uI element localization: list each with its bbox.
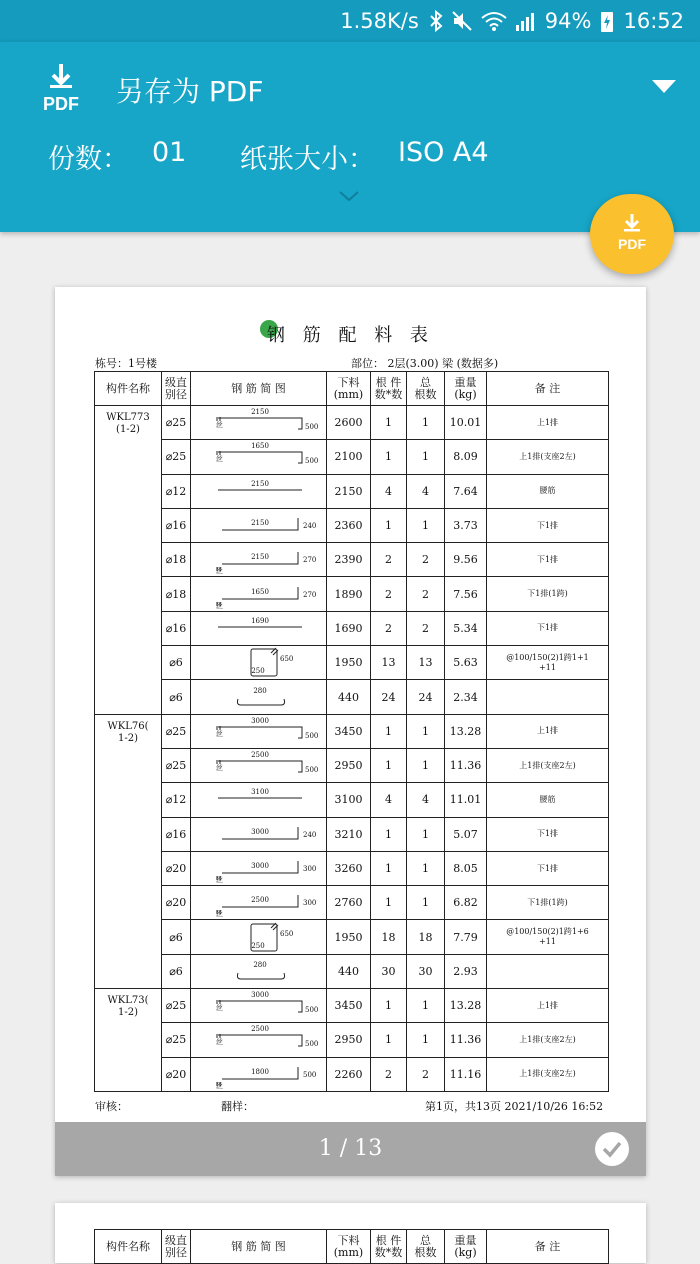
rebar-shape-cell [191,406,327,440]
weight: 6.82 [445,886,487,920]
rebar-shape-diagram [194,440,324,470]
rebar-grade: ⌀16 [162,817,191,851]
bend-mark: 丝 [215,567,223,576]
column-header: 钢 筋 简 图 [191,372,327,406]
rebar-shape-diagram [194,749,324,779]
column-header: 级直 别径 [162,372,191,406]
total-count: 30 [407,954,445,988]
shape-length-label: 3100 [250,788,269,797]
page-selected-check-icon[interactable] [595,1132,629,1166]
shape-length-label: 1800 [250,1067,269,1076]
shape-hook-label: 500 [304,423,318,432]
remark: 上1排 [487,406,609,440]
rebar-shape-diagram [194,783,324,813]
column-header: 下料 (mm) [327,1230,371,1264]
piece-count: 1 [371,714,407,748]
piece-count: 1 [371,886,407,920]
weight: 11.16 [445,1057,487,1091]
piece-count: 1 [371,851,407,885]
rebar-shape-cell [191,577,327,611]
weight: 10.01 [445,406,487,440]
piece-count: 1 [371,989,407,1023]
bend-mark: 丝 [215,1004,223,1013]
remark: 下1排 [487,543,609,577]
column-header: 下料 (mm) [327,372,371,406]
total-count: 2 [407,577,445,611]
shape-length-label: 2150 [250,408,269,417]
piece-count: 24 [371,680,407,714]
cut-length: 2760 [327,886,371,920]
rebar-shape-cell [191,646,327,680]
table-header-row [95,372,609,406]
stirrup-width-label: 250 [250,941,265,950]
location-label: 部位： 2层(3.00) 梁 (数据多) [351,357,499,370]
table-row [95,543,609,577]
total-count: 4 [407,474,445,508]
rebar-grade: ⌀20 [162,1057,191,1091]
column-header: 级直 别径 [162,1230,191,1264]
total-count: 1 [407,406,445,440]
rebar-shape-diagram [194,509,324,539]
shape-length-label: 280 [252,686,267,695]
shape-length-label: 1650 [250,587,269,596]
member-name: WKL773 (1-2) [95,406,162,715]
weight: 5.07 [445,817,487,851]
cut-length: 1690 [327,611,371,645]
shape-hook-label: 500 [304,731,318,740]
column-header: 根 件 数*数 [371,1230,407,1264]
rebar-shape-cell [191,817,327,851]
fab-pdf-text: PDF [618,236,646,252]
rebar-shape-diagram [194,646,324,676]
remark: 腰筋 [487,783,609,817]
rebar-grade: ⌀25 [162,440,191,474]
signal-icon [515,11,535,31]
column-header: 根 件 数*数 [371,372,407,406]
piece-count: 1 [371,1023,407,1057]
column-header: 构件名称 [95,1230,162,1264]
shape-length-label: 2150 [250,553,269,562]
shape-length-label: 2500 [250,751,269,760]
table-row [95,577,609,611]
rebar-grade: ⌀6 [162,680,191,714]
paper-size-select[interactable]: ISO A4 [398,137,489,168]
piece-count: 1 [371,406,407,440]
rebar-grade: ⌀16 [162,508,191,542]
bend-mark: 丝 [215,910,223,919]
shape-hook-label: 500 [304,457,318,466]
cut-length: 3450 [327,714,371,748]
rebar-shape-diagram [194,475,324,505]
remark: 上1排(支座2左) [487,1057,609,1091]
table-row [95,440,609,474]
remark: 下1排(1跨) [487,886,609,920]
weight: 5.63 [445,646,487,680]
remark [487,954,609,988]
cut-length: 2100 [327,440,371,474]
copies-input[interactable]: 01 [152,137,187,168]
rebar-shape-diagram [194,886,324,919]
table-row [95,714,609,748]
remark: 上1排(支座2左) [487,1023,609,1057]
paper-size-label: 纸张大小： [240,144,375,175]
shape-hook-label: 300 [302,899,316,908]
cut-length: 1950 [327,646,371,680]
total-count: 2 [407,611,445,645]
rebar-grade: ⌀6 [162,954,191,988]
stirrup-height-label: 650 [279,655,293,664]
remark: 上1排(支座2左) [487,748,609,782]
total-count: 1 [407,440,445,474]
rebar-shape-cell [191,474,327,508]
rebar-grade: ⌀20 [162,886,191,920]
remark: 下1排 [487,611,609,645]
page-preview-2[interactable] [55,1203,646,1263]
shape-hook-label: 500 [302,1070,316,1079]
page-preview[interactable] [55,287,646,1176]
rebar-grade: ⌀6 [162,920,191,954]
total-count: 1 [407,1023,445,1057]
mute-icon [451,10,473,32]
rebar-shape-diagram [194,612,324,642]
total-count: 24 [407,680,445,714]
total-count: 1 [407,851,445,885]
weight: 11.36 [445,1023,487,1057]
table-header-row [95,1230,609,1264]
weight: 3.73 [445,508,487,542]
column-header: 总 根数 [407,372,445,406]
chevron-down-icon[interactable] [652,80,676,93]
weight: 8.05 [445,851,487,885]
rebar-grade: ⌀25 [162,989,191,1023]
cut-length: 3260 [327,851,371,885]
cut-length: 2360 [327,508,371,542]
rebar-shape-cell [191,783,327,817]
weight: 11.01 [445,783,487,817]
print-options-header [0,42,700,232]
bend-mark: 丝 [215,729,223,738]
bend-mark: 丝 [215,764,223,773]
piece-count: 1 [371,748,407,782]
shape-length-label: 3000 [250,827,269,836]
shape-hook-label: 240 [302,522,316,531]
piece-count: 4 [371,783,407,817]
weight: 2.34 [445,680,487,714]
total-count: 1 [407,989,445,1023]
remark: 上1排 [487,989,609,1023]
column-header: 钢 筋 简 图 [191,1230,327,1264]
total-count: 1 [407,748,445,782]
shape-length-label: 1650 [250,442,269,451]
weight: 5.34 [445,611,487,645]
total-count: 13 [407,646,445,680]
piece-count: 2 [371,577,407,611]
column-header: 总 根数 [407,1230,445,1264]
rebar-shape-diagram [194,578,324,608]
cut-length: 1890 [327,577,371,611]
table-row [95,1057,609,1091]
cut-length: 2390 [327,543,371,577]
shape-hook-label: 500 [304,1040,318,1049]
piece-count: 2 [371,1057,407,1091]
rebar-shape-cell [191,886,327,920]
total-count: 2 [407,543,445,577]
page-footer-bar [55,1122,646,1176]
remark: @100/150(2)1跨1+1 +11 [487,646,609,680]
rebar-shape-diagram [194,543,324,576]
rebar-shape-diagram [194,1058,324,1088]
rebar-grade: ⌀18 [162,543,191,577]
rebar-shape-cell [191,1023,327,1057]
rebar-shape-cell [191,543,327,577]
shape-length-label: 3000 [250,862,269,870]
column-header: 重量 (kg) [445,1230,487,1264]
weight: 2.93 [445,954,487,988]
rebar-grade: ⌀25 [162,748,191,782]
piece-count: 18 [371,920,407,954]
review-label: 审核： [95,1100,128,1113]
cut-length: 440 [327,954,371,988]
table-row [95,474,609,508]
clock: 16:52 [623,9,684,33]
total-count: 1 [407,886,445,920]
status-bar [0,0,700,42]
table-row [95,851,609,885]
building-label: 栋号：1号楼 [95,357,157,370]
rebar-grade: ⌀25 [162,406,191,440]
cut-length: 440 [327,680,371,714]
rebar-table-2 [94,1229,609,1264]
cut-length: 2260 [327,1057,371,1091]
remark: 下1排 [487,817,609,851]
pdf-text: PDF [43,94,79,114]
expand-options-icon[interactable] [337,188,361,204]
rebar-shape-cell [191,920,327,954]
weight: 7.64 [445,474,487,508]
battery-percent: 94% [544,9,592,33]
rebar-shape-diagram [194,406,324,436]
remark: @100/150(2)1跨1+6 +11 [487,920,609,954]
cut-length: 2600 [327,406,371,440]
rebar-shape-cell [191,989,327,1023]
bend-mark: 丝 [215,421,223,430]
shape-hook-label: 500 [304,766,318,775]
network-speed: 1.58K/s [340,9,419,33]
rebar-shape-cell [191,748,327,782]
weight: 11.36 [445,748,487,782]
shape-length-label: 2500 [250,1025,269,1034]
bluetooth-icon [429,10,443,32]
shape-length-label: 280 [252,960,267,969]
rebar-shape-diagram [194,715,324,745]
weight: 7.56 [445,577,487,611]
column-header: 重量 (kg) [445,372,487,406]
total-count: 18 [407,920,445,954]
battery-charging-icon [601,10,613,32]
bend-mark: 丝 [215,455,223,464]
bend-mark: 丝 [215,1038,223,1047]
bend-mark: 丝 [215,876,223,884]
table-row [95,748,609,782]
cut-length: 3100 [327,783,371,817]
rebar-grade: ⌀25 [162,714,191,748]
rebar-shape-cell [191,611,327,645]
rebar-grade: ⌀25 [162,1023,191,1057]
cut-length: 3210 [327,817,371,851]
cut-length: 2950 [327,748,371,782]
shape-length-label: 2150 [250,479,269,488]
rebar-shape-diagram [194,852,324,882]
piece-count: 1 [371,440,407,474]
table-row [95,680,609,714]
shape-hook-label: 500 [304,1006,318,1015]
piece-count: 1 [371,817,407,851]
shape-hook-label: 240 [302,830,316,839]
rebar-shape-cell [191,508,327,542]
document-title: 钢 筋 配 料 表 [267,325,434,346]
weight: 9.56 [445,543,487,577]
table-row [95,817,609,851]
cut-length: 2150 [327,474,371,508]
table-row [95,646,609,680]
rebar-shape-diagram [194,989,324,1019]
weight: 7.79 [445,920,487,954]
table-row [95,1023,609,1057]
total-count: 1 [407,508,445,542]
rebar-table [94,371,609,1092]
table-row [95,611,609,645]
cut-length: 2950 [327,1023,371,1057]
member-name: WKL73( 1-2) [95,989,162,1092]
remark: 下1排 [487,508,609,542]
shape-hook-label: 270 [302,590,316,599]
shape-length-label: 1690 [250,616,269,625]
rebar-grade: ⌀6 [162,646,191,680]
cut-length: 1950 [327,920,371,954]
weight: 8.09 [445,440,487,474]
shape-length-label: 3000 [250,991,269,1000]
piece-count: 2 [371,611,407,645]
table-row [95,954,609,988]
rebar-shape-diagram [194,1023,324,1053]
bend-mark: 丝 [215,1081,223,1090]
weight: 13.28 [445,714,487,748]
rebar-shape-diagram [194,818,324,848]
cut-length: 3450 [327,989,371,1023]
remark: 腰筋 [487,474,609,508]
rebar-shape-cell [191,714,327,748]
remark: 上1排(支座2左) [487,440,609,474]
total-count: 2 [407,1057,445,1091]
rebar-grade: ⌀12 [162,474,191,508]
piece-count: 1 [371,508,407,542]
rebar-grade: ⌀20 [162,851,191,885]
rebar-grade: ⌀12 [162,783,191,817]
rebar-shape-cell [191,680,327,714]
download-pdf-button[interactable] [590,194,674,274]
stirrup-width-label: 250 [250,667,265,676]
copies-label: 份数： [48,144,129,175]
weight: 13.28 [445,989,487,1023]
remark: 下1排 [487,851,609,885]
page-info: 第1页，共13页 2021/10/26 16:52 [425,1100,604,1113]
rebar-shape-cell [191,954,327,988]
remark: 上1排 [487,714,609,748]
table-row [95,886,609,920]
piece-count: 30 [371,954,407,988]
table-row [95,920,609,954]
piece-count: 13 [371,646,407,680]
member-name: WKL76( 1-2) [95,714,162,988]
rebar-grade: ⌀18 [162,577,191,611]
shape-length-label: 3000 [250,716,269,725]
shape-hook-label: 300 [302,865,316,873]
bend-mark: 丝 [215,601,223,610]
piece-count: 2 [371,543,407,577]
table-row [95,406,609,440]
shape-length-label: 2500 [250,896,269,905]
table-row [95,989,609,1023]
remark [487,680,609,714]
shape-length-label: 2150 [250,519,269,528]
remark: 下1排(1跨) [487,577,609,611]
column-header: 备 注 [487,372,609,406]
wifi-icon [481,10,507,32]
rebar-shape-cell [191,1057,327,1091]
piece-count: 4 [371,474,407,508]
destination-select[interactable]: 另存为 PDF [116,75,264,108]
sample-label: 翻样： [221,1100,254,1113]
column-header: 备 注 [487,1230,609,1264]
column-header: 构件名称 [95,372,162,406]
table-row [95,508,609,542]
rebar-shape-diagram [194,681,324,711]
shape-hook-label: 270 [302,556,316,565]
rebar-shape-cell [191,440,327,474]
total-count: 1 [407,714,445,748]
stirrup-height-label: 650 [279,929,293,938]
rebar-grade: ⌀16 [162,611,191,645]
total-count: 4 [407,783,445,817]
rebar-shape-diagram [194,955,324,985]
save-pdf-icon [38,62,84,114]
total-count: 1 [407,817,445,851]
rebar-shape-diagram [194,921,324,951]
page-indicator: 1 / 13 [318,1136,383,1161]
table-row [95,783,609,817]
rebar-shape-cell [191,851,327,885]
